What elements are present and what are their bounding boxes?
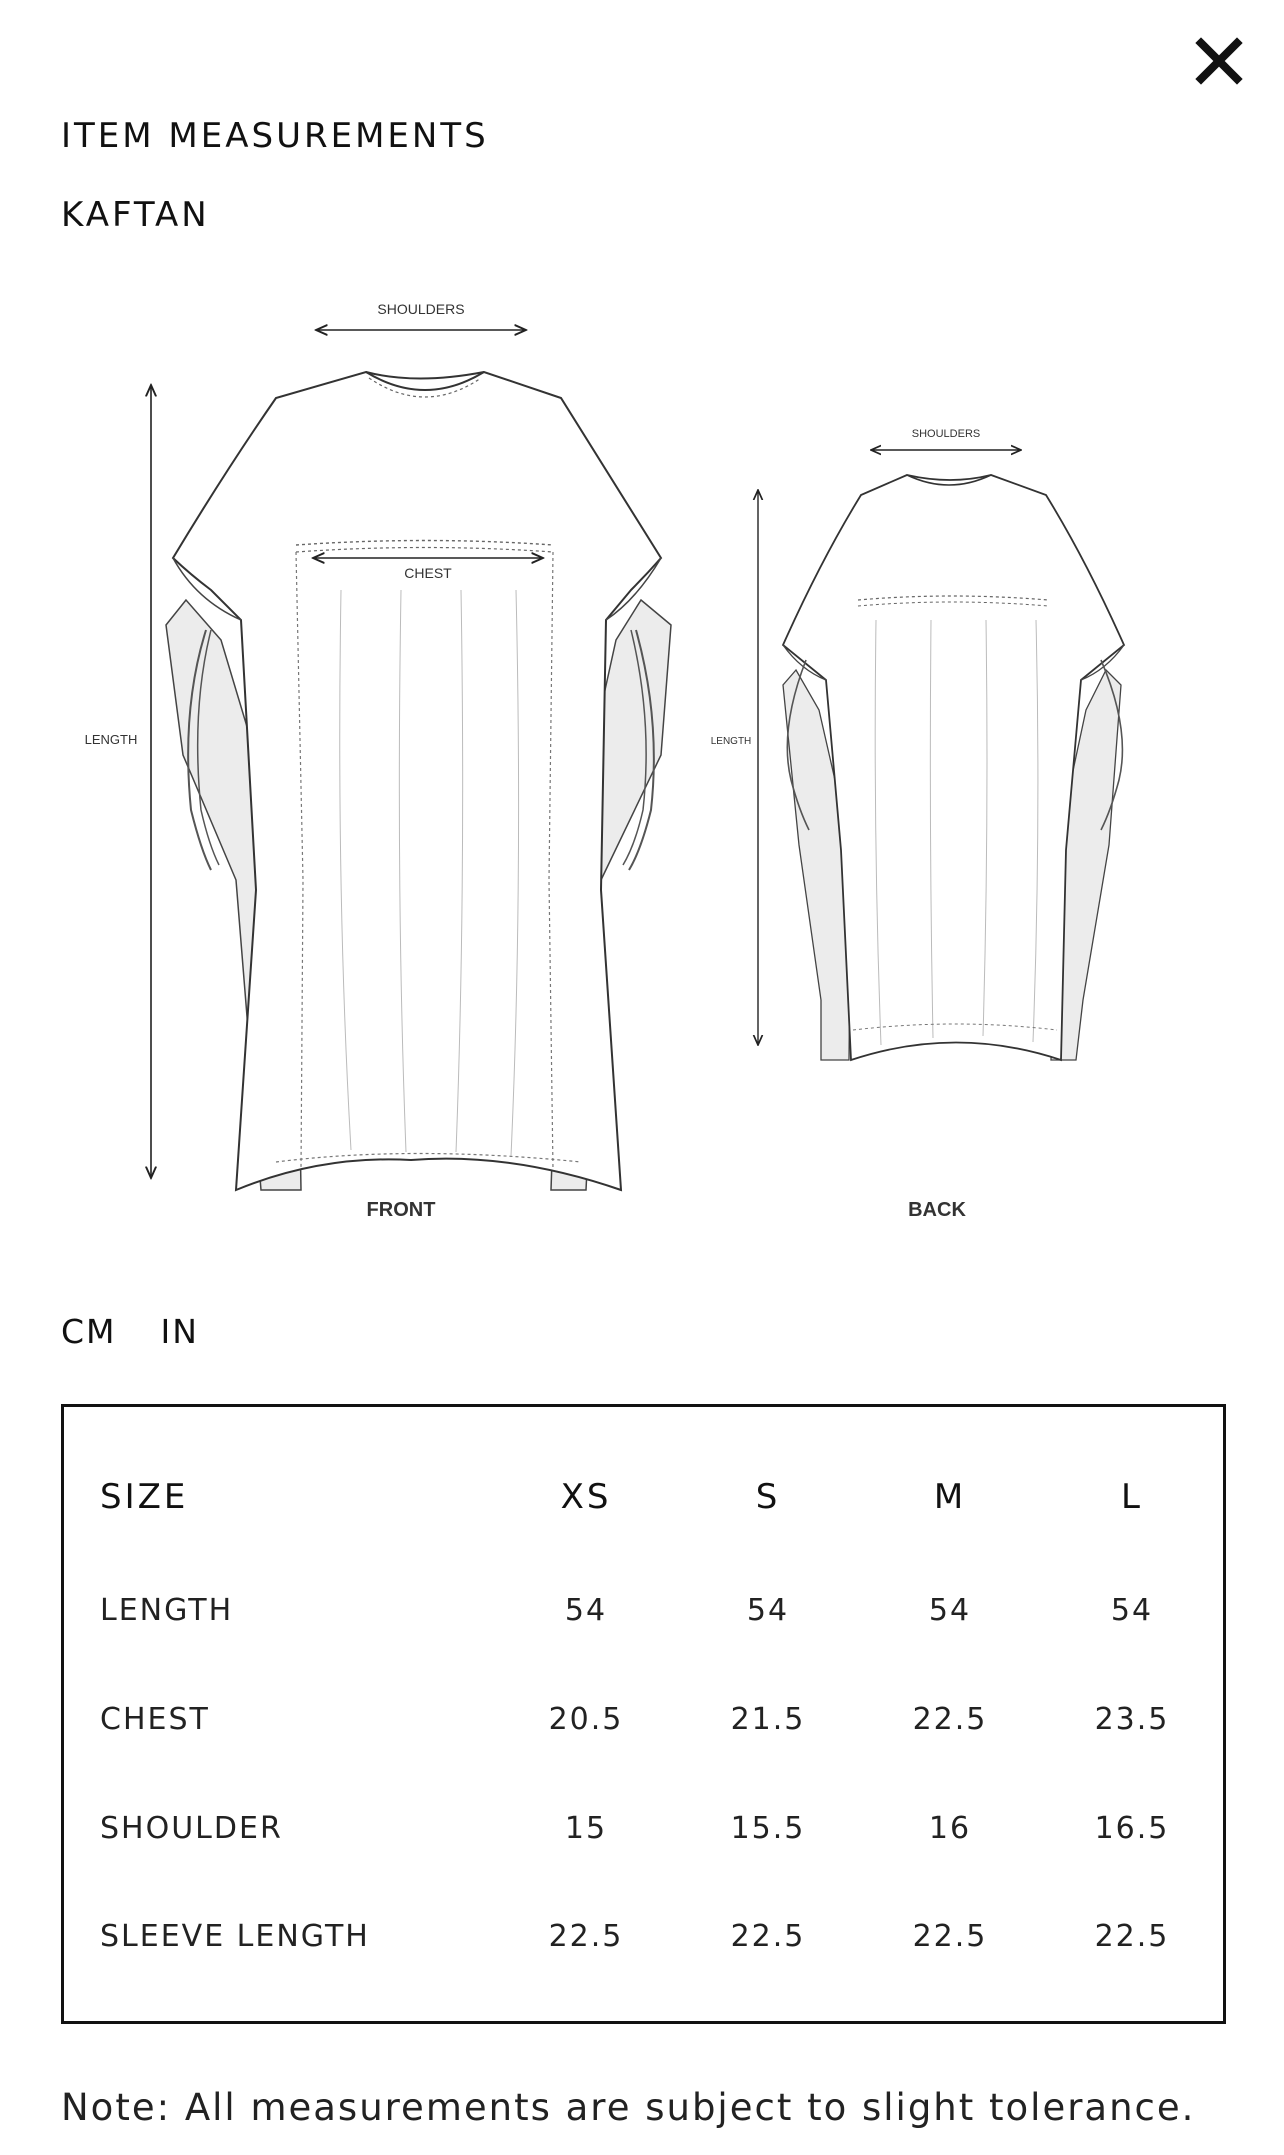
front-length-label: LENGTH [84,732,138,747]
back-shoulders-label: SHOULDERS [911,428,981,440]
header-xs: XS [560,1477,612,1517]
table-row [64,1907,1223,1967]
unit-toggle [61,1312,199,1351]
cell-value: 54 [746,1593,790,1628]
cell-value: 54 [1110,1593,1154,1628]
cell-value: 15.5 [730,1811,806,1846]
table-header-row [64,1467,1223,1527]
front-chest-label: CHEST [404,565,452,581]
cell-value: 23.5 [1094,1702,1170,1737]
product-name: KAFTAN [61,195,210,235]
row-label: LENGTH [100,1593,234,1628]
front-shoulders-label: SHOULDERS [377,301,465,317]
size-table [61,1404,1226,2024]
cell-value: 16.5 [1094,1811,1170,1846]
cell-value: 20.5 [548,1702,624,1737]
table-row [64,1581,1223,1641]
header-m: M [933,1477,967,1517]
cell-value: 54 [928,1593,972,1628]
back-caption: BACK [908,1199,966,1221]
cell-value: 22.5 [1094,1919,1170,1954]
back-length-label: LENGTH [710,736,752,747]
kaftan-sketch [61,290,1231,1280]
back-garment-drawing [758,450,1124,1060]
header-size: SIZE [100,1477,189,1517]
row-label: CHEST [100,1702,210,1737]
row-label: SHOULDER [100,1811,283,1846]
cell-value: 15 [564,1811,608,1846]
front-garment-drawing [151,330,671,1190]
front-caption: FRONT [366,1199,436,1221]
cell-value: 22.5 [912,1702,988,1737]
measurement-diagram [61,290,1231,1280]
table-row [64,1799,1223,1859]
unit-cm-button[interactable]: CM [61,1312,117,1351]
cell-value: 22.5 [730,1919,806,1954]
close-icon [1193,35,1245,87]
row-label: SLEEVE LENGTH [100,1919,370,1954]
close-button[interactable] [1193,35,1245,87]
unit-in-button[interactable]: IN [160,1312,199,1351]
tolerance-note: Note: All measurements are subject to slight tolerance. [61,2086,1196,2129]
header-s: S [755,1477,781,1517]
cell-value: 16 [928,1811,972,1846]
cell-value: 22.5 [548,1919,624,1954]
table-row [64,1690,1223,1750]
page-title: ITEM MEASUREMENTS [61,116,489,156]
cell-value: 22.5 [912,1919,988,1954]
header-l: L [1121,1477,1143,1517]
cell-value: 54 [564,1593,608,1628]
cell-value: 21.5 [730,1702,806,1737]
